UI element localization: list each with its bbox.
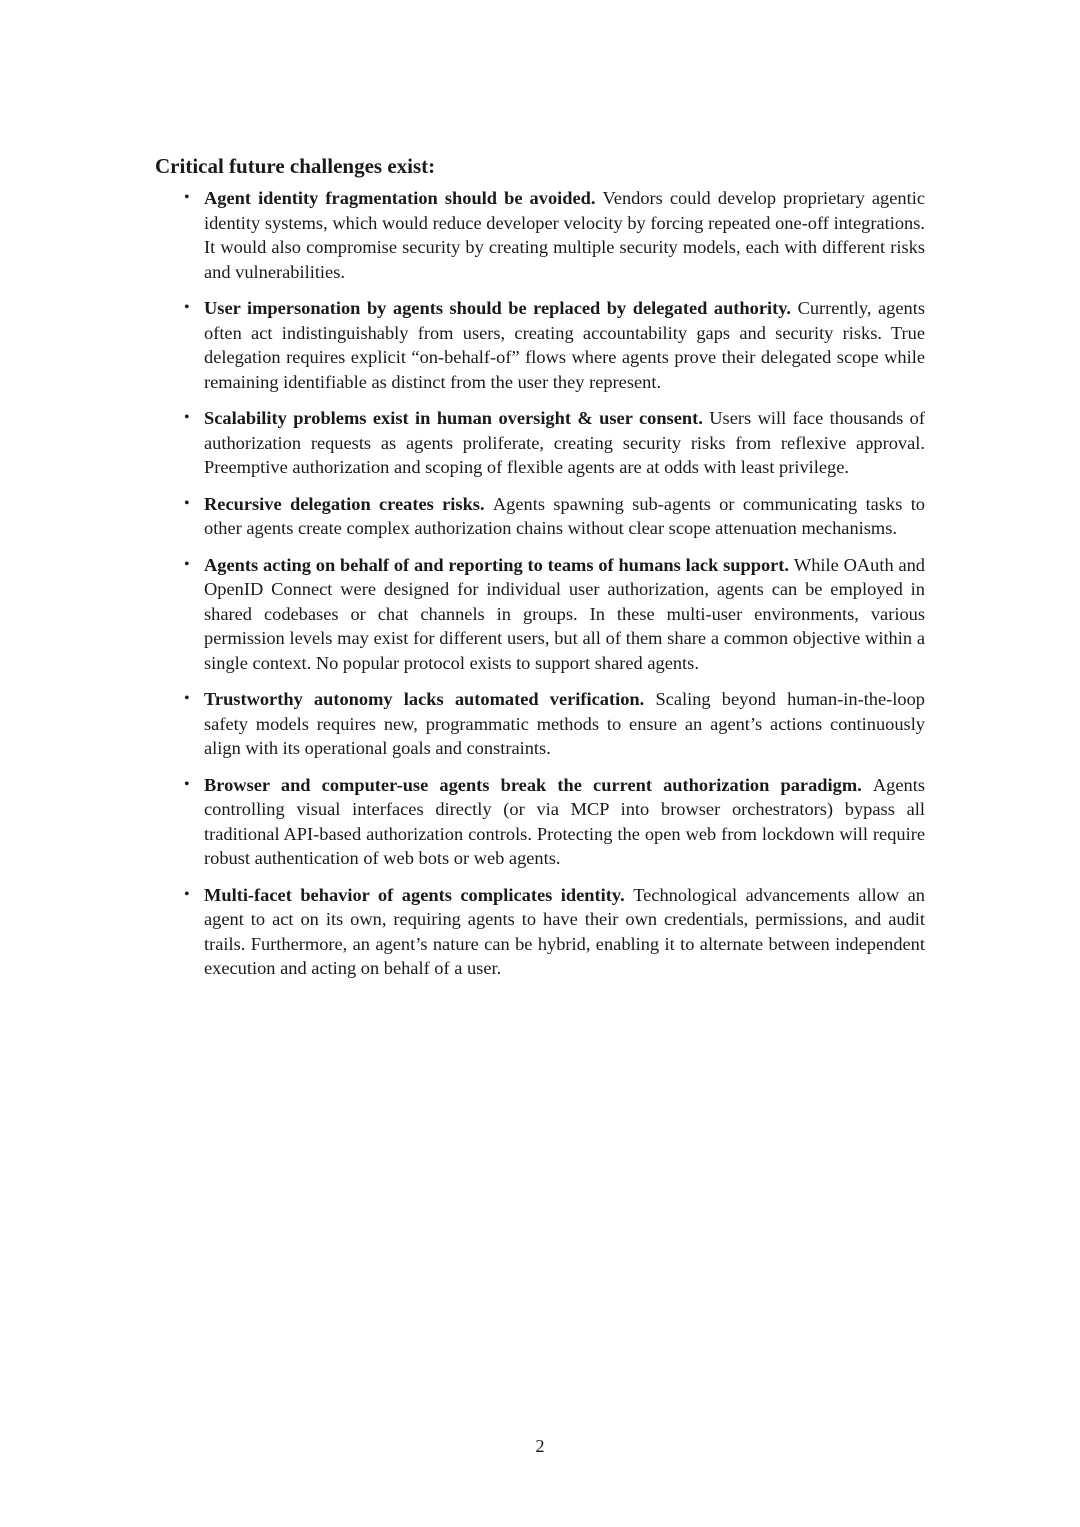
item-body: Users will face thousands of authorization requests as agents proliferate, creating security risks from reflexive approval. Preemptive authorization and scoping of flexible agents are at odds with least privilege. — [204, 408, 925, 477]
item-lead: Recursive delegation creates risks. — [204, 493, 493, 514]
item-lead: Agent identity fragmentation should be avoided. — [204, 188, 603, 208]
bullet-icon: • — [184, 690, 190, 707]
list-item — [155, 773, 925, 871]
item-body: Currently, agents often act indistinguishably from users, creating accountability gaps and security risks. True delegation requires explicit “on-behalf-of” flows where agents prove their delegated scope while remaining identifiable as distinct from the user they represent. — [204, 298, 925, 392]
item-lead: Scalability problems exist in human oversight & user consent. — [204, 408, 710, 428]
item-lead: User impersonation by agents should be replaced by delegated authority. — [204, 298, 798, 318]
item-lead: Multi-facet behavior of agents complicates identity. — [204, 884, 634, 905]
item-lead: Browser and computer-use agents break the current authorization paradigm. — [204, 774, 873, 795]
challenges-list — [155, 186, 945, 981]
list-item — [155, 186, 925, 284]
bullet-icon: • — [184, 775, 190, 793]
item-lead: Trustworthy autonomy lacks automated verification. — [204, 689, 656, 709]
bullet-icon: • — [184, 885, 190, 903]
item-body: While OAuth and OpenID Connect were designed for individual user authorization, agents can be employed in shared codebases or chat channels in groups. In these multi-user environments, various permission levels may exist for different users, but all of them share a common objective within a single context. No popular protocol exists to support shared agents. — [204, 554, 925, 673]
item-body: Agents controlling visual interfaces directly (or via MCP into browser orchestrators) bypass all traditional API-based authorization controls. Protecting the open web from lockdown will require robust authentication of web bots or web agents. — [204, 774, 925, 868]
section-heading: Critical future challenges exist: — [155, 154, 436, 178]
page-number: 2 — [535, 1436, 545, 1456]
bullet-icon: • — [184, 409, 190, 426]
bullet-icon: • — [184, 494, 190, 512]
list-item — [155, 883, 925, 981]
bullet-icon: • — [184, 189, 190, 206]
bullet-icon: • — [184, 299, 190, 316]
list-item — [155, 406, 925, 480]
list-item — [155, 296, 925, 394]
list-item — [155, 492, 925, 541]
item-body: Scaling beyond human-in-the-loop safety models requires new, programmatic methods to ensure an agent’s actions continuously align with its operational goals and constraints. — [204, 689, 925, 758]
list-item — [155, 553, 925, 676]
item-body: Agents spawning sub-agents or communicating tasks to other agents create complex authorization chains without clear scope attenuation mechanisms. — [204, 493, 925, 538]
item-body: Vendors could develop proprietary agentic identity systems, which would reduce developer velocity by forcing repeated one-off integrations. It would also compromise security by creating multiple security models, each with different risks and vulnerabilities. — [204, 188, 925, 282]
page-content — [155, 152, 945, 993]
item-body: Technological advancements allow an agent to act on its own, requiring agents to have their own credentials, permissions, and audit trails. Furthermore, an agent’s nature can be hybrid, enabling it to alternate between independent execution and acting on behalf of a user. — [204, 884, 925, 978]
item-lead: Agents acting on behalf of and reporting to teams of humans lack support. — [204, 554, 794, 575]
bullet-icon: • — [184, 555, 190, 573]
list-item — [155, 687, 925, 761]
